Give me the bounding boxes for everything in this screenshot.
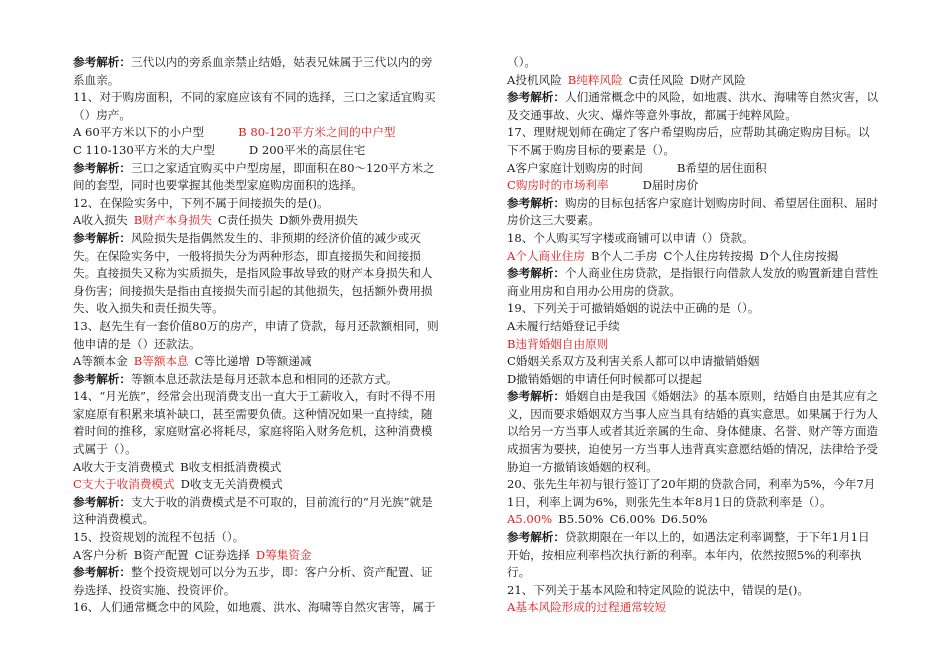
option-row	[507, 248, 879, 266]
option: C责任损失	[217, 213, 274, 228]
question-text: 19、下列关于可撤销婚姻的说法中正确的是（）。	[507, 301, 760, 316]
answer-label: 参考解析	[507, 266, 554, 281]
question-text: 17、理财规划师在确定了客户希望购房后，应帮助其确定购房目标。以下不属于购房目标的要素是（）。	[507, 125, 870, 157]
option: B希望的居住面积	[676, 160, 767, 175]
option: A收入损失	[73, 213, 128, 228]
option-row	[507, 72, 879, 90]
answer-label: 参考解析	[73, 230, 120, 245]
question-text: 20、张先生年初与银行签订了20年期的贷款合同，利率为5%，今年7月1日，利率上调为6%，则张先生本年8月1日的贷款利率是（）。	[507, 477, 876, 509]
correct-option: A个人商业住房	[507, 248, 585, 263]
answer-explanation: 参考解析：贷款期限在一年以上的，如遇法定利率调整，于下年1月1日开始，按相应利率档次执行新的利率。本年内，依然按照5%的利率执行。	[507, 530, 870, 580]
option-row	[73, 212, 441, 230]
answer-text: 整个投资规划可以分为五步，即：客户分析、资产配置、证券选择、投资实施、投资评价。	[73, 565, 433, 597]
question-text: 15、投资规划的流程不包括（）。	[73, 530, 245, 545]
correct-option: A5.00%	[507, 512, 553, 527]
option-row	[507, 160, 879, 178]
question-text: 12、在保险实务中，下列不属于间接损失的是()。	[73, 195, 329, 210]
answer-label: 参考解析	[73, 371, 120, 386]
option: B收支相抵消费模式	[180, 459, 282, 474]
option: D等额递减	[255, 354, 312, 369]
question-text: 18、个人购买写字楼或商铺可以申请（）贷款。	[507, 230, 754, 245]
question-text: （）。	[507, 55, 536, 69]
correct-option: C支大于收消费模式	[73, 477, 175, 492]
answer-explanation: 参考解析：三口之家适宜购买中户型房屋，即面积在80～120平方米之间的套型，同时也要掌握其他类型家庭购房面积的选择。	[73, 160, 435, 193]
option: B个人二手房	[590, 248, 658, 263]
option-row	[73, 459, 441, 477]
option: C 110-130平方米的大户型	[73, 142, 215, 157]
option-row	[507, 511, 879, 529]
answer-label: 参考解析	[73, 494, 120, 509]
correct-option: B纯粹风险	[567, 72, 623, 87]
correct-option: B等额本息	[133, 354, 189, 369]
option: B资产配置	[133, 547, 189, 562]
answer-label: 参考解析	[73, 160, 120, 175]
option-row	[73, 124, 441, 142]
option: A 60平方米以下的小户型	[73, 125, 205, 140]
option: C责任风险	[628, 72, 684, 87]
option: C个人住房转按揭	[663, 248, 754, 263]
answer-label: 参考解析	[73, 565, 120, 580]
option: C等比递增	[194, 354, 250, 369]
answer-text: 三口之家适宜购买中户型房屋，即面积在80～120平方米之间的套型，同时也要掌握其他类型家庭购房面积的选择。	[73, 160, 435, 193]
correct-option: D筹集资金	[255, 547, 312, 562]
option: A等额本金	[73, 354, 128, 369]
answer-explanation: 参考解析：风险损失是指偶然发生的、非预期的经济价值的减少或灭失。在保险实务中，一般将损失分为两种形态，即直接损失和间接损失。直接损失又称为实质损失，是指风险事故导致的财产本身损失和人身伤害；间接损失是指由直接损失而引起的其他损失，包括额外费用损失、收入损失和责任损失等。	[73, 230, 433, 316]
answer-label: 参考解析	[507, 389, 554, 404]
option: A客户分析	[73, 547, 128, 562]
answer-label: 参考解析	[73, 55, 120, 69]
option-row	[73, 353, 441, 371]
option: D额外费用损失	[279, 213, 358, 228]
correct-option: C购房时的市场利率	[507, 178, 609, 193]
option: D届时房价	[642, 178, 699, 193]
question-text: 16、人们通常概念中的风险，如地震、洪水、海啸等自然灾害等，属于	[73, 600, 436, 615]
answer-text: 人们通常概念中的风险，如地震、洪水、海啸等自然灾害，以及交通事故、火灾、爆炸等意外事故，都属于纯粹风险。	[507, 90, 879, 122]
option-row	[73, 142, 441, 160]
question-text: A未履行结婚登记手续	[507, 318, 620, 333]
option: D个人住房按揭	[759, 248, 839, 263]
option: A收大于支消费模式	[73, 459, 175, 474]
answer-text: 等额本息还款法是每月还款本息和相同的还款方式。	[131, 371, 398, 386]
question-text: 13、赵先生有一套价值80万的房产，申请了贷款，每月还款额相同，则他申请的是（）还款法。	[73, 318, 439, 351]
answer-label: 参考解析	[507, 90, 554, 105]
answer-explanation: 参考解析：三代以内的旁系血亲禁止结婚，姑表兄妹属于三代以内的旁系血亲。	[73, 55, 433, 87]
answer-text: 三代以内的旁系血亲禁止结婚，姑表兄妹属于三代以内的旁系血亲。	[73, 55, 433, 87]
option: A客户家庭计划购房的时间	[507, 160, 643, 175]
option: C证券选择	[194, 547, 250, 562]
answer-text: 购房的目标包括客户家庭计划购房时间、希望居住面积、届时房价这三大要素。	[507, 195, 879, 228]
answer-text: 婚姻自由是我国《婚姻法》的基本原则，结婚自由是其应有之义，因而要求婚姻双方当事人应当具有结婚的真实意思。如果属于行为人以给另一方当事人或者其近亲属的生命、身体健康、名誉、财产等方面造成损害为要挟，迫使另一方当事人违背真实意愿结婚的情况，法律给予受胁迫一方撤销该婚姻的权利。	[507, 389, 879, 474]
answer-text: 风险损失是指偶然发生的、非预期的经济价值的减少或灭失。在保险实务中，一般将损失分为两种形态，即直接损失和间接损失。直接损失又称为实质损失，是指风险事故导致的财产本身损失和人身伤害；间接损失是指由直接损失而引起的其他损失，包括额外费用损失、收入损失和责任损失等。	[73, 230, 433, 316]
question-text: 14、“月光族”，经常会出现消费支出一直大于工薪收入，有时不得不用家庭原有积累来填补缺口，甚至需要负债。这种情况如果一直持续，随着时间的推移，家庭财富必将耗尽，家庭将陷入财务危机，这种消费模式属于（）。	[73, 389, 436, 457]
option: D 200平米的高层住宅	[248, 142, 366, 157]
answer-text: 支大于收的消费模式是不可取的，目前流行的“月光族”就是这种消费模式。	[73, 494, 433, 527]
answer-text: 贷款期限在一年以上的，如遇法定利率调整，于下年1月1日开始，按相应利率档次执行新的利率。本年内，依然按照5%的利率执行。	[507, 530, 870, 580]
option-row	[507, 177, 879, 195]
correct-option: B财产本身损失	[133, 213, 212, 228]
correct-option: B违背婚姻自由原则	[507, 336, 609, 351]
answer-explanation: 参考解析：支大于收的消费模式是不可取的，目前流行的“月光族”就是这种消费模式。	[73, 494, 433, 527]
answer-explanation: 参考解析：婚姻自由是我国《婚姻法》的基本原则，结婚自由是其应有之义，因而要求婚姻双方当事人应当具有结婚的真实意思。如果属于行为人以给另一方当事人或者其近亲属的生命、身体健康、名誉、财产等方面造成损害为要挟，迫使另一方当事人违背真实意愿结婚的情况，法律给予受胁迫一方撤销该婚姻的权利。	[507, 389, 879, 474]
option: D6.50%	[661, 512, 708, 527]
question-text: 11、对于购房面积，不同的家庭应该有不同的选择，三口之家适宜购买（）房产。	[73, 90, 436, 122]
correct-option: B 80-120平方米之间的中户型	[238, 125, 396, 140]
option: C6.00%	[609, 512, 656, 527]
answer-label: 参考解析	[507, 530, 554, 545]
answer-explanation: 参考解析：个人商业住房贷款，是指银行向借款人发放的购置新建自营性商业用房和自用办公用房的贷款。	[507, 266, 879, 298]
answer-explanation: 参考解析：购房的目标包括客户家庭计划购房时间、希望居住面积、届时房价这三大要素。	[507, 195, 879, 228]
question-text: 21、下列关于基本风险和特定风险的说法中，错误的是()。	[507, 582, 810, 597]
left-column	[73, 54, 441, 617]
correct-option: A基本风险形成的过程通常较短	[507, 600, 667, 615]
option-row	[73, 547, 441, 565]
option: D收支无关消费模式	[180, 477, 283, 492]
answer-explanation: 参考解析：整个投资规划可以分为五步，即：客户分析、资产配置、证券选择、投资实施、投资评价。	[73, 565, 433, 597]
question-text: D撤销婚姻的申请任何时候都可以提起	[507, 371, 702, 386]
question-text: C婚姻关系双方及利害关系人都可以申请撤销婚姻	[507, 354, 760, 369]
right-column	[507, 54, 879, 617]
answer-explanation: 参考解析：人们通常概念中的风险，如地震、洪水、海啸等自然灾害，以及交通事故、火灾、爆炸等意外事故，都属于纯粹风险。	[507, 90, 879, 122]
answer-explanation: 参考解析：等额本息还款法是每月还款本息和相同的还款方式。	[73, 371, 398, 386]
answer-label: 参考解析	[507, 195, 554, 210]
option: A投机风险	[507, 72, 562, 87]
option: D财产风险	[689, 72, 746, 87]
option-row	[73, 476, 441, 494]
option: B5.50%	[558, 512, 604, 527]
answer-text: 个人商业住房贷款，是指银行向借款人发放的购置新建自营性商业用房和自用办公用房的贷款。	[507, 266, 879, 298]
